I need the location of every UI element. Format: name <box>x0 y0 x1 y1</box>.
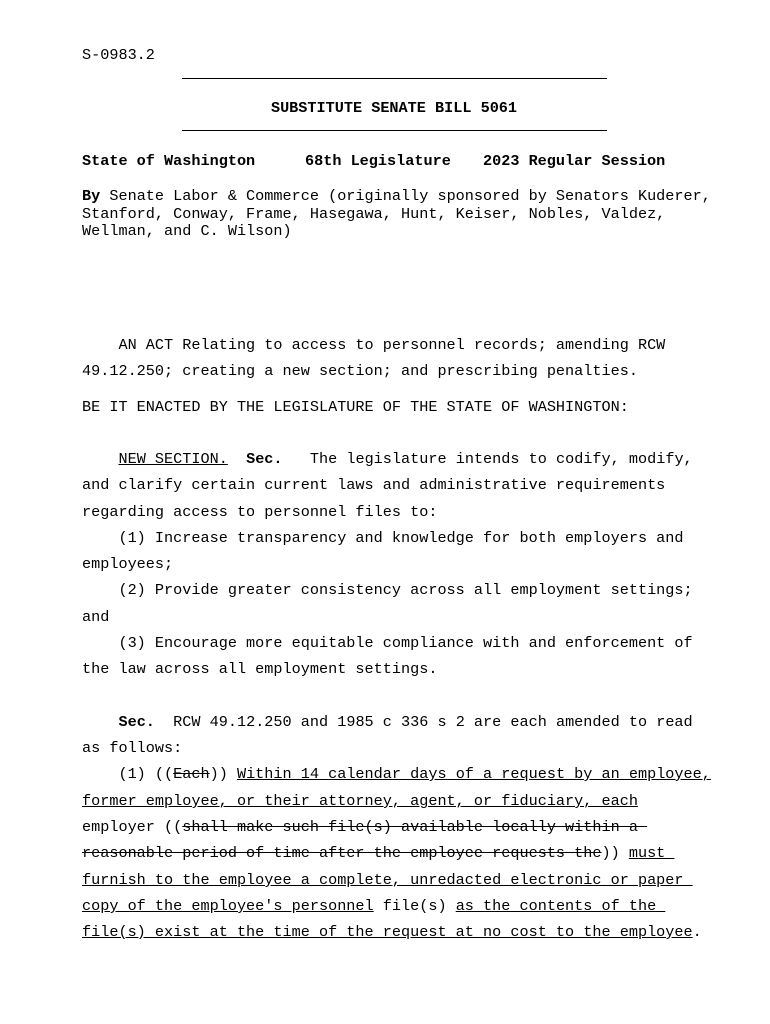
inserted-text: former employee, or their attorney, agent, or fiduciary, each <box>82 792 638 810</box>
sec-label: Sec. <box>118 713 155 731</box>
sec1-line-6: (2) Provide greater consistency across all employment settings; <box>82 581 693 599</box>
bill-code: S-0983.2 <box>82 46 155 64</box>
sec1-line-2: and clarify certain current laws and administrative requirements <box>82 476 666 494</box>
sec2-line-9: file(s) exist at the time of the request at no cost to the employee. <box>82 923 702 941</box>
bill-title: SUBSTITUTE SENATE BILL 5061 <box>270 99 518 117</box>
sec1-line-4: (1) Increase transparency and knowledge for both employers and <box>82 529 684 547</box>
act-line-1: AN ACT Relating to access to personnel records; amending RCW <box>82 336 666 354</box>
sec2-line-1: Sec. RCW 49.12.250 and 1985 c 336 s 2 are each amended to read <box>118 713 693 731</box>
act-line-2: 49.12.250; creating a new section; and prescribing penalties. <box>82 362 638 380</box>
title-rule-top <box>182 78 607 79</box>
struck-text: reasonable period of time after the employee requests the <box>82 844 602 862</box>
sec1-line-8: (3) Encourage more equitable compliance with and enforcement of <box>82 634 693 652</box>
by-label: By <box>82 187 101 205</box>
session-label: 2023 Regular Session <box>483 152 666 170</box>
sec2-line-4 <box>82 792 638 810</box>
new-section-label: NEW SECTION. <box>118 450 228 468</box>
inserted-text: copy of the employee's personnel <box>82 897 374 915</box>
inserted-text: Within 14 calendar days of a request by an employee, <box>236 765 711 783</box>
sec1-line-3: regarding access to personnel files to: <box>82 503 438 521</box>
sec1-line-7: and <box>82 608 110 626</box>
state-label: State of Washington <box>82 152 256 170</box>
sponsors-line-2: Stanford, Conway, Frame, Hasegawa, Hunt, Keiser, Nobles, Valdez, <box>82 205 666 223</box>
struck-text: Each <box>173 765 210 783</box>
sponsors-line-1: By Senate Labor & Commerce (originally sponsored by Senators Kuderer, <box>82 187 711 205</box>
inserted-text: must <box>628 844 675 862</box>
sec2-line-6: reasonable period of time after the employee requests the)) must <box>82 844 675 862</box>
title-rule-bottom <box>182 130 607 131</box>
sec1-line-1: NEW SECTION. Sec. The legislature intends to codify, modify, <box>118 450 693 468</box>
struck-text: shall make such file(s) available locally within a <box>182 818 648 836</box>
sec1-line-5: employees; <box>82 555 174 573</box>
sec2-line-3: (1) ((Each)) Within 14 calendar days of a request by an employee, <box>82 765 711 783</box>
sec2-line-5: employer ((shall make such file(s) available locally within a <box>82 818 648 836</box>
legislature-label: 68th Legislature <box>305 152 451 170</box>
sec2-line-2: as follows: <box>82 739 183 757</box>
inserted-text: furnish to the employee a complete, unredacted electronic or paper <box>82 871 693 889</box>
sec2-line-8: copy of the employee's personnel file(s) as the contents of the <box>82 897 666 915</box>
sec2-line-7 <box>82 871 693 889</box>
inserted-text: as the contents of the <box>455 897 666 915</box>
inserted-text: file(s) exist at the time of the request at no cost to the employee <box>82 923 693 941</box>
sec1-line-9: the law across all employment settings. <box>82 660 438 678</box>
enacting-clause: BE IT ENACTED BY THE LEGISLATURE OF THE STATE OF WASHINGTON: <box>82 398 629 416</box>
sec-label: Sec. <box>246 450 283 468</box>
sponsors-line-3: Wellman, and C. Wilson) <box>82 222 292 240</box>
